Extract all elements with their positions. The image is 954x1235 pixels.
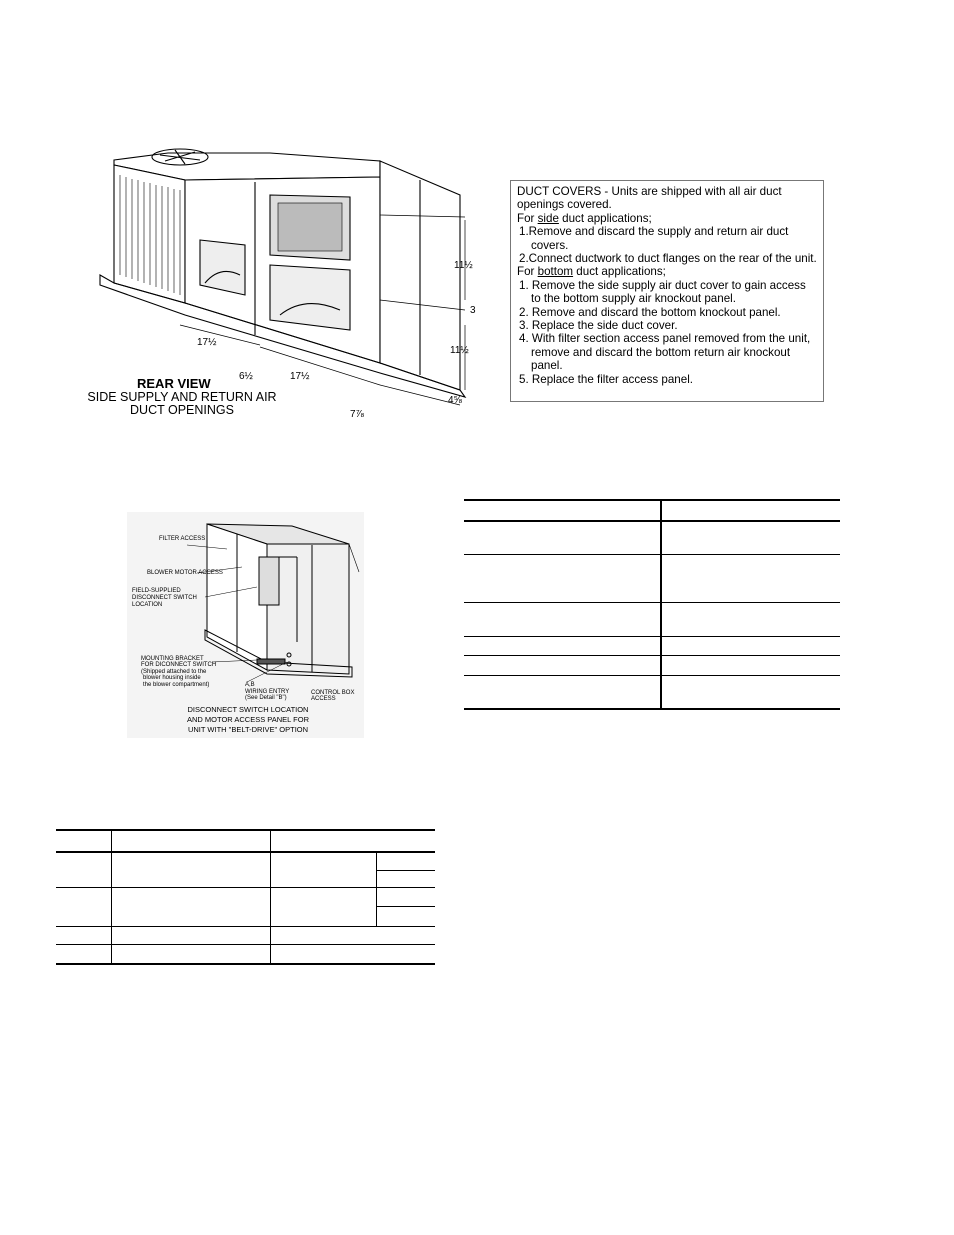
dim-11-half-lower: 11½ [450, 345, 469, 356]
field-supplied-label-1: FIELD-SUPPLIED [132, 588, 181, 594]
disconnect-figure-caption [168, 705, 328, 735]
wiring-entry-label-2: WIRING ENTRY [245, 689, 290, 695]
mounting-bracket-label-3: (Shipped attached to the [141, 669, 207, 675]
lower-table-row-rule-3 [56, 944, 435, 945]
mounting-bracket-label-2: FOR DICONNECT SWITCH [141, 662, 217, 668]
duct-covers-intro: DUCT COVERS - Units are shipped with all air duct openings covered. [517, 185, 782, 212]
dim-6-half: 6½ [239, 371, 253, 382]
lower-table-row-rule-2 [56, 926, 435, 927]
dim-17-half-left: 17½ [197, 337, 217, 348]
mounting-bracket-label-1: MOUNTING BRACKET [141, 656, 204, 662]
wiring-entry-label-3: (See Detail "B") [245, 695, 287, 701]
rear-view-subtitle-line1: SIDE SUPPLY AND RETURN AIR [87, 390, 277, 404]
lower-table-col-divider-2 [270, 829, 271, 965]
bottom-heading-word: bottom [537, 265, 574, 279]
dim-7-7-8: 7⅞ [350, 409, 364, 420]
lower-table-top-rule [56, 829, 435, 831]
rear-view-subtitle-line2: DUCT OPENINGS [130, 403, 234, 417]
bottom-step-5: 5. Replace the filter access panel. [519, 372, 694, 386]
duct-covers-note [510, 180, 824, 402]
bottom-step-4: 4. With filter section access panel removed from the unit, remove and discard the bottom return air knockout panel. [519, 332, 811, 373]
field-supplied-label-2: DISCONNECT SWITCH [132, 595, 197, 601]
control-box-access-label-1: CONTROL BOX [311, 690, 355, 696]
wiring-entry-label-1: A,B [245, 682, 255, 688]
bottom-step-3: 3. Replace the side duct cover. [519, 319, 678, 333]
bottom-heading-pre: For [517, 265, 538, 279]
right-table-bottom-rule [464, 708, 840, 710]
lower-table-sub-rule-1 [376, 870, 435, 871]
lower-table-bottom-rule [56, 963, 435, 965]
side-heading-pre: For [517, 211, 538, 225]
rear-view-subtitle [82, 391, 282, 417]
lower-table-sub-rule-2 [376, 906, 435, 907]
bottom-step-2: 2. Remove and discard the bottom knockout panel. [519, 305, 781, 319]
mounting-bracket-label-4: blower housing inside [143, 675, 201, 681]
mounting-bracket-label-5: the blower compartment) [143, 682, 210, 688]
bottom-duct-heading [517, 265, 817, 278]
right-table-row-rule-4 [464, 655, 840, 656]
bottom-heading-post: duct applications; [573, 265, 666, 279]
lower-table-header-rule [56, 851, 435, 853]
dim-3: 3 [470, 305, 476, 316]
lower-table-col-divider-3 [376, 851, 377, 926]
field-supplied-label-3: LOCATION [132, 602, 163, 608]
caption-line-3: UNIT WITH "BELT-DRIVE" OPTION [187, 725, 309, 734]
control-box-access-label-2: ACCESS [311, 696, 336, 702]
side-duct-heading [517, 212, 817, 225]
right-table-header-rule [464, 520, 840, 522]
dim-4-5-8: 4⅝ [448, 395, 462, 406]
right-table-row-rule-3 [464, 636, 840, 637]
right-table-top-rule [464, 499, 840, 501]
dim-17-half-right: 17½ [290, 371, 310, 382]
side-heading-post: duct applications; [558, 211, 652, 225]
right-table-row-rule-2 [464, 602, 840, 603]
right-table-row-rule-1 [464, 554, 840, 555]
blower-motor-access-label: BLOWER MOTOR ACCESS [147, 570, 223, 576]
right-table-row-rule-5 [464, 675, 840, 676]
lower-table-row-rule-1 [56, 887, 435, 888]
caption-line-2: AND MOTOR ACCESS PANEL FOR [187, 715, 309, 724]
side-step-2: 2.Connect ductwork to duct flanges on the rear of the unit. [519, 252, 817, 266]
side-step-1: 1.Remove and discard the supply and return air duct covers. [519, 225, 789, 252]
side-heading-word: side [537, 211, 559, 225]
filter-access-label: FILTER ACCESS [159, 536, 206, 542]
lower-table-col-divider-1 [111, 829, 112, 965]
dim-11-half-upper: 11½ [454, 260, 473, 271]
rear-view-title: REAR VIEW [137, 376, 211, 391]
caption-line-1: DISCONNECT SWITCH LOCATION [187, 705, 309, 714]
right-table-col-divider [660, 499, 662, 710]
bottom-step-1: 1. Remove the side supply air duct cover to gain access to the bottom supply air knockout panel. [519, 278, 806, 306]
